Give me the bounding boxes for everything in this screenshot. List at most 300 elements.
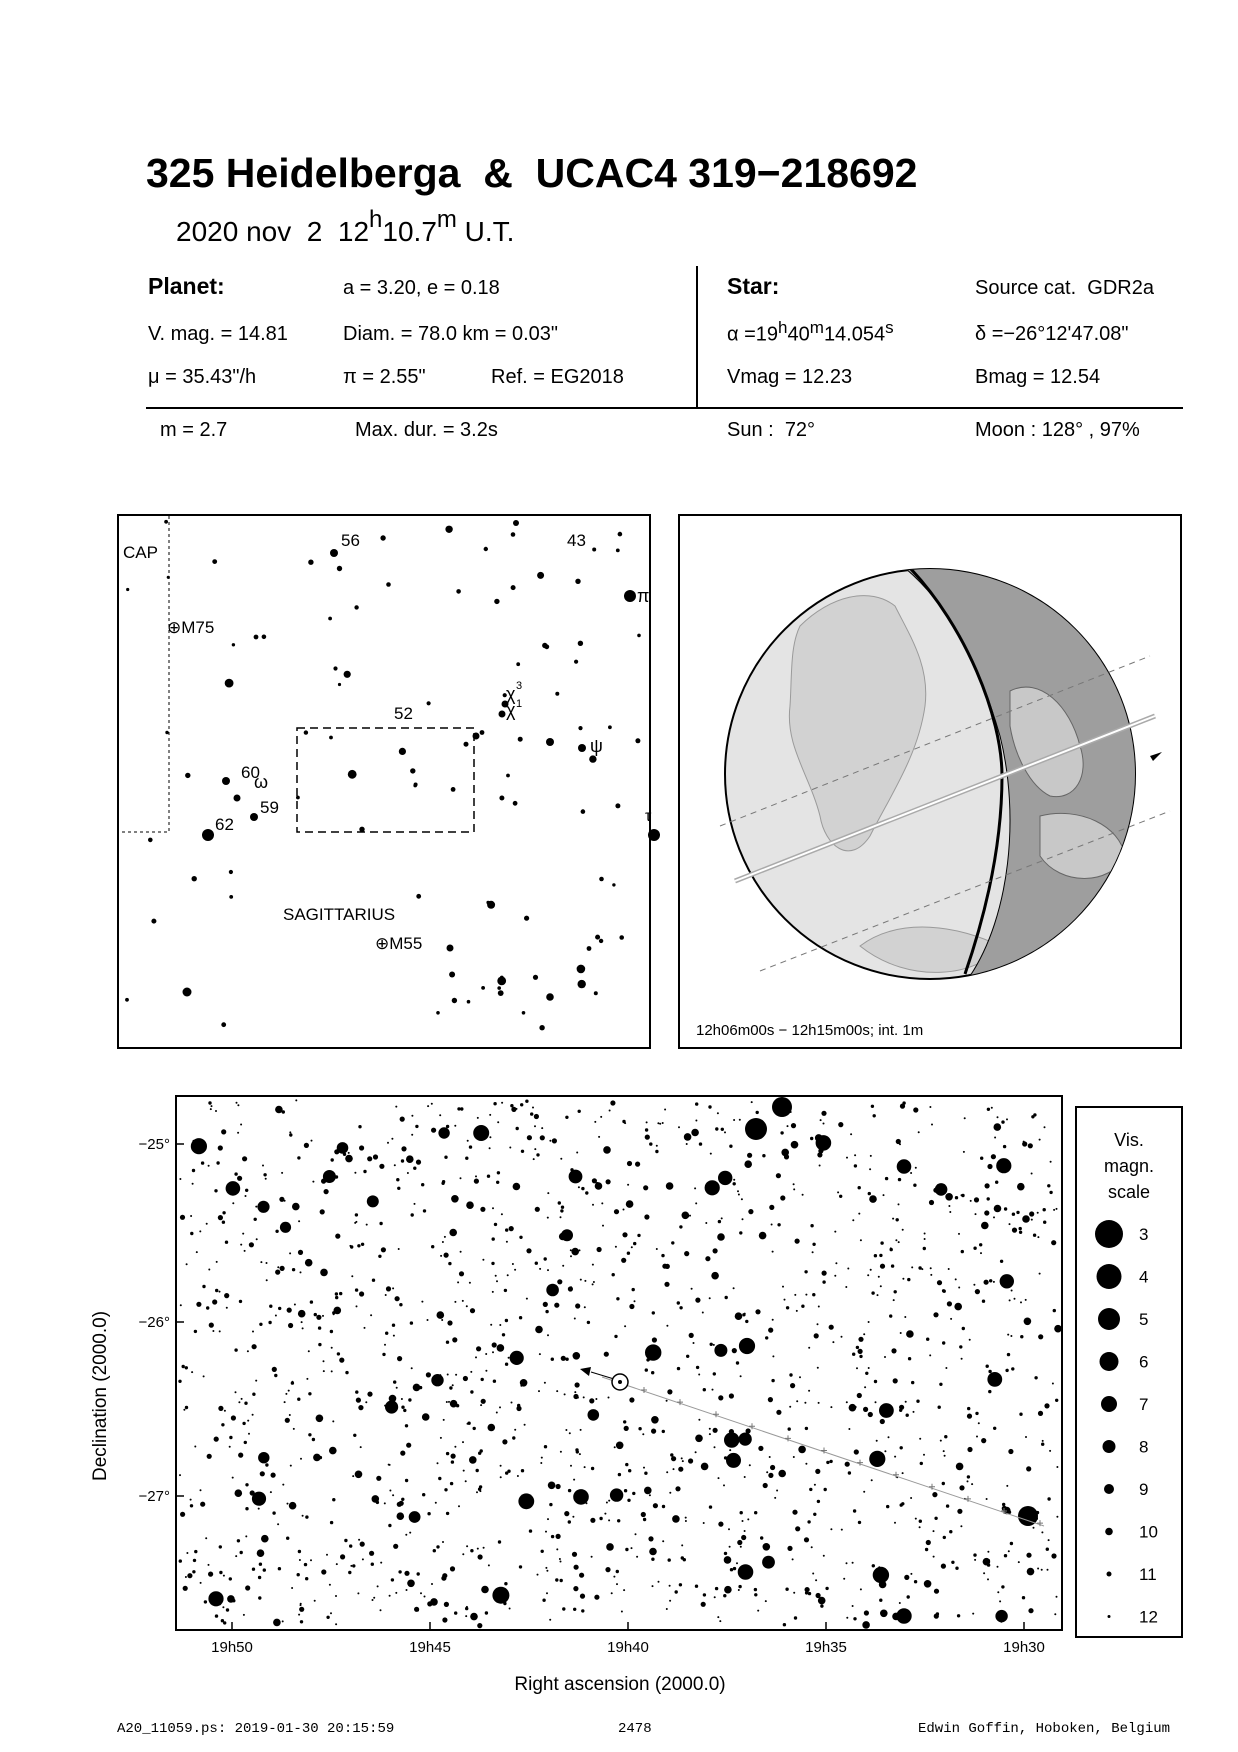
chart-star (666, 1182, 674, 1190)
chart-star (815, 1579, 817, 1581)
chart-star (944, 1435, 947, 1438)
chart-star (602, 1225, 604, 1227)
chart-star (869, 1168, 871, 1170)
chart-star (610, 1100, 615, 1105)
chart-star (880, 1419, 885, 1424)
chart-star (339, 1292, 342, 1295)
chart-star (972, 1613, 974, 1615)
chart-star (476, 1469, 479, 1472)
scale-label: 8 (1139, 1437, 1149, 1457)
chart-star (584, 1466, 586, 1468)
chart-star (367, 1195, 379, 1207)
chart-star (967, 1480, 969, 1482)
chart-star (863, 1333, 865, 1335)
chart-star (569, 1432, 571, 1434)
chart-star (876, 1440, 878, 1442)
field-star (537, 572, 544, 579)
field-star (354, 605, 358, 609)
chart-star (370, 1314, 372, 1316)
chart-star (330, 1521, 333, 1524)
chart-star (456, 1404, 459, 1407)
chart-star (454, 1611, 457, 1614)
chart-star (235, 1391, 237, 1393)
chart-star (653, 1503, 658, 1508)
chart-star (545, 1567, 547, 1569)
chart-star (816, 1135, 832, 1151)
chart-star (576, 1152, 578, 1154)
chart-star (717, 1112, 719, 1114)
finder-label: 62 (215, 815, 234, 834)
field-star (599, 877, 604, 882)
chart-star (606, 1543, 614, 1551)
chart-star (671, 1241, 674, 1244)
chart-star (652, 1337, 657, 1342)
chart-star (462, 1441, 464, 1443)
chart-star (459, 1271, 464, 1276)
chart-star (1020, 1301, 1022, 1303)
chart-star (632, 1288, 635, 1291)
chart-star (793, 1188, 795, 1190)
field-star (304, 730, 308, 734)
finder-label: ⊕M75 (167, 618, 215, 637)
chart-star (360, 1542, 365, 1547)
chart-star (206, 1306, 209, 1309)
chart-star (597, 1247, 602, 1252)
chart-star (505, 1363, 508, 1366)
chart-star (662, 1122, 664, 1124)
chart-star (665, 1264, 670, 1269)
field-star (221, 1022, 226, 1027)
chart-star (710, 1153, 712, 1155)
chart-star (565, 1358, 568, 1361)
chart-star (534, 1148, 536, 1150)
chart-star (729, 1449, 731, 1451)
chart-star (519, 1316, 522, 1319)
star-bmag: Bmag = 12.54 (975, 366, 1101, 388)
chart-star (608, 1519, 610, 1521)
event-time: 2020 nov 2 12$^h$10.7$^m$ U.T. (176, 206, 515, 247)
chart-star (258, 1596, 261, 1599)
chart-star (713, 1344, 715, 1346)
chart-star (411, 1134, 413, 1136)
chart-star (1005, 1277, 1008, 1280)
chart-star (631, 1246, 633, 1248)
chart-star (454, 1301, 456, 1303)
chart-star (214, 1189, 217, 1192)
chart-star (442, 1573, 447, 1578)
chart-star (438, 1127, 449, 1138)
chart-star (534, 1114, 539, 1119)
chart-star (724, 1131, 726, 1133)
chart-star (242, 1422, 245, 1425)
chart-star (356, 1305, 358, 1307)
chart-star (238, 1453, 243, 1458)
chart-star (489, 1114, 491, 1116)
chart-star (511, 1402, 513, 1404)
chart-star (884, 1356, 886, 1358)
chart-star (351, 1275, 353, 1277)
field-star (618, 532, 623, 537)
chart-star (205, 1537, 207, 1539)
chart-star (1004, 1207, 1007, 1210)
chart-star (878, 1276, 880, 1278)
scale-title-1: Vis. (1114, 1130, 1144, 1150)
chart-star (274, 1374, 277, 1377)
chart-star (275, 1315, 277, 1317)
chart-star (475, 1356, 477, 1358)
chart-star (446, 1341, 449, 1344)
chart-star (627, 1161, 632, 1166)
chart-star (824, 1488, 827, 1491)
chart-star (714, 1446, 716, 1448)
chart-star (398, 1570, 401, 1573)
chart-star (624, 1489, 627, 1492)
chart-star (339, 1358, 344, 1363)
chart-star (572, 1516, 574, 1518)
chart-star (411, 1367, 413, 1369)
chart-star (544, 1382, 546, 1384)
chart-star (520, 1385, 522, 1387)
chart-star (238, 1401, 240, 1403)
chart-star (495, 1275, 497, 1277)
chart-star (830, 1406, 832, 1408)
chart-star (1056, 1466, 1058, 1468)
chart-star (975, 1412, 978, 1415)
chart-star (249, 1242, 254, 1247)
chart-star (791, 1123, 796, 1128)
chart-star (373, 1597, 375, 1599)
chart-star (942, 1341, 945, 1344)
chart-star (772, 1355, 774, 1357)
chart-star (869, 1195, 877, 1203)
chart-star (466, 1545, 468, 1547)
chart-star (254, 1218, 257, 1221)
chart-star (739, 1119, 741, 1121)
chart-star (592, 1264, 594, 1266)
scale-dot (1104, 1484, 1114, 1494)
chart-star (260, 1261, 262, 1263)
chart-star (1047, 1569, 1049, 1571)
chart-star (497, 1121, 499, 1123)
chart-star (894, 1290, 897, 1293)
chart-star (1053, 1209, 1055, 1211)
chart-star (664, 1109, 666, 1111)
chart-star (451, 1460, 454, 1463)
chart-star (923, 1454, 925, 1456)
globe-caption: 12h06m00s − 12h15m00s; int. 1m (696, 1022, 924, 1039)
chart-star (1054, 1613, 1056, 1615)
chart-star (330, 1612, 332, 1614)
planet-motion: μ = 35.43"/h (148, 366, 257, 388)
chart-star (651, 1558, 654, 1561)
chart-star (812, 1243, 815, 1246)
chart-star (757, 1610, 759, 1612)
chart-star (509, 1608, 511, 1610)
chart-star (987, 1197, 990, 1200)
chart-star (448, 1401, 450, 1403)
chart-star (556, 1484, 561, 1489)
chart-star (571, 1248, 579, 1256)
chart-star (643, 1518, 646, 1521)
chart-star (606, 1179, 611, 1184)
chart-star (469, 1282, 471, 1284)
chart-star (1022, 1141, 1027, 1146)
chart-star (947, 1301, 952, 1306)
chart-star (991, 1107, 993, 1109)
finder-label: 3 (516, 680, 523, 692)
chart-star (449, 1386, 452, 1389)
chart-star (305, 1577, 308, 1580)
chart-star (286, 1537, 289, 1540)
chart-star (581, 1609, 584, 1612)
chart-star (257, 1201, 269, 1213)
chart-star (496, 1412, 498, 1414)
chart-star (298, 1614, 300, 1616)
chart-star (289, 1502, 297, 1510)
chart-star (506, 1241, 508, 1243)
chart-star (747, 1518, 749, 1520)
chart-star (651, 1371, 654, 1374)
chart-star (610, 1488, 623, 1501)
chart-star (724, 1586, 732, 1594)
chart-star (1037, 1568, 1039, 1570)
chart-star (898, 1203, 900, 1205)
chart-star (561, 1356, 566, 1361)
chart-star (367, 1156, 372, 1161)
field-star (126, 588, 129, 591)
chart-star (242, 1233, 244, 1235)
constellation-boundary (119, 516, 169, 832)
chart-star (552, 1138, 557, 1143)
chart-star (474, 1179, 479, 1184)
chart-star (287, 1503, 289, 1505)
chart-star (244, 1250, 246, 1252)
chart-star (983, 1572, 985, 1574)
chart-star (1038, 1334, 1043, 1339)
field-star (612, 883, 615, 886)
chart-star (772, 1251, 774, 1253)
chart-star (499, 1324, 501, 1326)
chart-star (967, 1414, 972, 1419)
chart-star (537, 1574, 539, 1576)
detail-field-box (297, 728, 474, 832)
chart-star (708, 1105, 711, 1108)
chart-star (500, 1476, 502, 1478)
chart-star (242, 1156, 247, 1161)
chart-star (406, 1589, 408, 1591)
chart-star (834, 1275, 836, 1277)
chart-star (361, 1243, 364, 1246)
chart-star (257, 1549, 265, 1557)
chart-star (349, 1544, 352, 1547)
chart-star (532, 1107, 534, 1109)
chart-star (396, 1178, 399, 1181)
chart-star (739, 1433, 752, 1446)
chart-star (427, 1319, 429, 1321)
finder-label: ⊕M55 (375, 934, 423, 953)
chart-star (1052, 1383, 1054, 1385)
chart-star (573, 1608, 576, 1611)
chart-star (652, 1311, 655, 1314)
chart-star (535, 1207, 540, 1212)
chart-star (443, 1419, 445, 1421)
chart-star (988, 1390, 991, 1393)
chart-star (703, 1522, 705, 1524)
chart-star (883, 1194, 885, 1196)
chart-star (512, 1436, 515, 1439)
chart-star (384, 1405, 386, 1407)
chart-star (868, 1367, 870, 1369)
chart-star (784, 1299, 786, 1301)
chart-star (943, 1536, 946, 1539)
chart-star (392, 1287, 394, 1289)
chart-star (262, 1165, 264, 1167)
chart-star (446, 1401, 448, 1403)
field-star (494, 599, 499, 604)
chart-star (769, 1456, 771, 1458)
chart-star (686, 1143, 688, 1145)
chart-star (813, 1513, 816, 1516)
chart-star (190, 1504, 193, 1507)
chart-star (701, 1602, 706, 1607)
chart-star (590, 1518, 595, 1523)
chart-star (738, 1564, 754, 1580)
chart-star (265, 1178, 267, 1180)
chart-star (594, 1595, 599, 1600)
chart-star (208, 1572, 213, 1577)
chart-star (475, 1175, 477, 1177)
chart-star (225, 1241, 228, 1244)
chart-star (519, 1236, 522, 1239)
chart-star (695, 1451, 697, 1453)
chart-star (948, 1196, 950, 1198)
chart-star (904, 1575, 909, 1580)
chart-star (719, 1620, 721, 1622)
field-star (616, 549, 620, 553)
chart-star (955, 1196, 958, 1199)
chart-star (482, 1259, 484, 1261)
chart-star (938, 1406, 941, 1409)
chart-star (879, 1254, 882, 1257)
chart-star (450, 1482, 453, 1485)
chart-star (502, 1439, 507, 1444)
chart-star (689, 1215, 691, 1217)
chart-star (913, 1411, 915, 1413)
chart-star (423, 1209, 426, 1212)
chart-star (544, 1257, 547, 1260)
chart-star (698, 1374, 700, 1376)
chart-star (967, 1475, 970, 1478)
chart-star (778, 1470, 786, 1478)
field-star (148, 838, 153, 843)
chart-star (320, 1209, 325, 1214)
chart-star (785, 1588, 788, 1591)
chart-star (1047, 1497, 1050, 1500)
chart-star (377, 1585, 379, 1587)
chart-star (651, 1429, 656, 1434)
chart-star (478, 1554, 483, 1559)
chart-star (1002, 1503, 1005, 1506)
chart-star (240, 1244, 242, 1246)
chart-star (545, 1531, 547, 1533)
y-axis-label: Declination (2000.0) (90, 1310, 111, 1482)
chart-star (941, 1564, 946, 1569)
chart-star (715, 1587, 718, 1590)
chart-star (678, 1126, 680, 1128)
chart-star (208, 1269, 210, 1271)
chart-star (709, 1428, 711, 1430)
chart-star (948, 1268, 950, 1270)
chart-star (829, 1325, 834, 1330)
chart-star (314, 1313, 317, 1316)
chart-star (302, 1327, 304, 1329)
chart-star (360, 1446, 362, 1448)
chart-star (366, 1224, 368, 1226)
named-star (330, 549, 338, 557)
chart-star (662, 1505, 665, 1508)
chart-star (502, 1333, 505, 1336)
chart-star (202, 1285, 205, 1288)
detail-chart (84, 1096, 1184, 1696)
field-star (125, 998, 129, 1002)
chart-star (541, 1457, 543, 1459)
field-star (594, 991, 598, 995)
chart-star (547, 1269, 549, 1271)
field-star (380, 535, 385, 540)
field-star (344, 671, 351, 678)
chart-star (297, 1398, 300, 1401)
chart-star (681, 1457, 683, 1459)
chart-star (470, 1371, 472, 1373)
chart-star (924, 1233, 926, 1235)
chart-star (183, 1409, 185, 1411)
chart-star (444, 1236, 446, 1238)
chart-star (539, 1353, 541, 1355)
chart-star (793, 1592, 795, 1594)
chart-star (373, 1154, 378, 1159)
chart-star (863, 1491, 865, 1493)
chart-star (385, 1332, 388, 1335)
chart-star (891, 1348, 896, 1353)
chart-star (685, 1520, 687, 1522)
scale-title-2: magn. (1103, 1156, 1155, 1176)
chart-star (772, 1319, 774, 1321)
chart-star (604, 1352, 609, 1357)
chart-star (888, 1436, 890, 1438)
chart-star (662, 1540, 664, 1542)
chart-star (900, 1446, 903, 1449)
chart-star (946, 1504, 949, 1507)
chart-star (539, 1268, 541, 1270)
chart-star (955, 1278, 957, 1280)
field-star (578, 980, 586, 988)
chart-star (462, 1553, 464, 1555)
chart-star (258, 1576, 261, 1579)
chart-star (237, 1104, 239, 1106)
chart-star (451, 1195, 459, 1203)
chart-star (951, 1561, 954, 1564)
chart-star (190, 1232, 193, 1235)
chart-star (483, 1547, 485, 1549)
chart-star (322, 1315, 324, 1317)
chart-star (693, 1342, 695, 1344)
chart-star (625, 1463, 628, 1466)
chart-star (718, 1171, 732, 1185)
path-direction-arrow (1150, 752, 1162, 761)
chart-star (332, 1498, 335, 1501)
chart-star (661, 1254, 664, 1257)
chart-star (201, 1161, 204, 1164)
